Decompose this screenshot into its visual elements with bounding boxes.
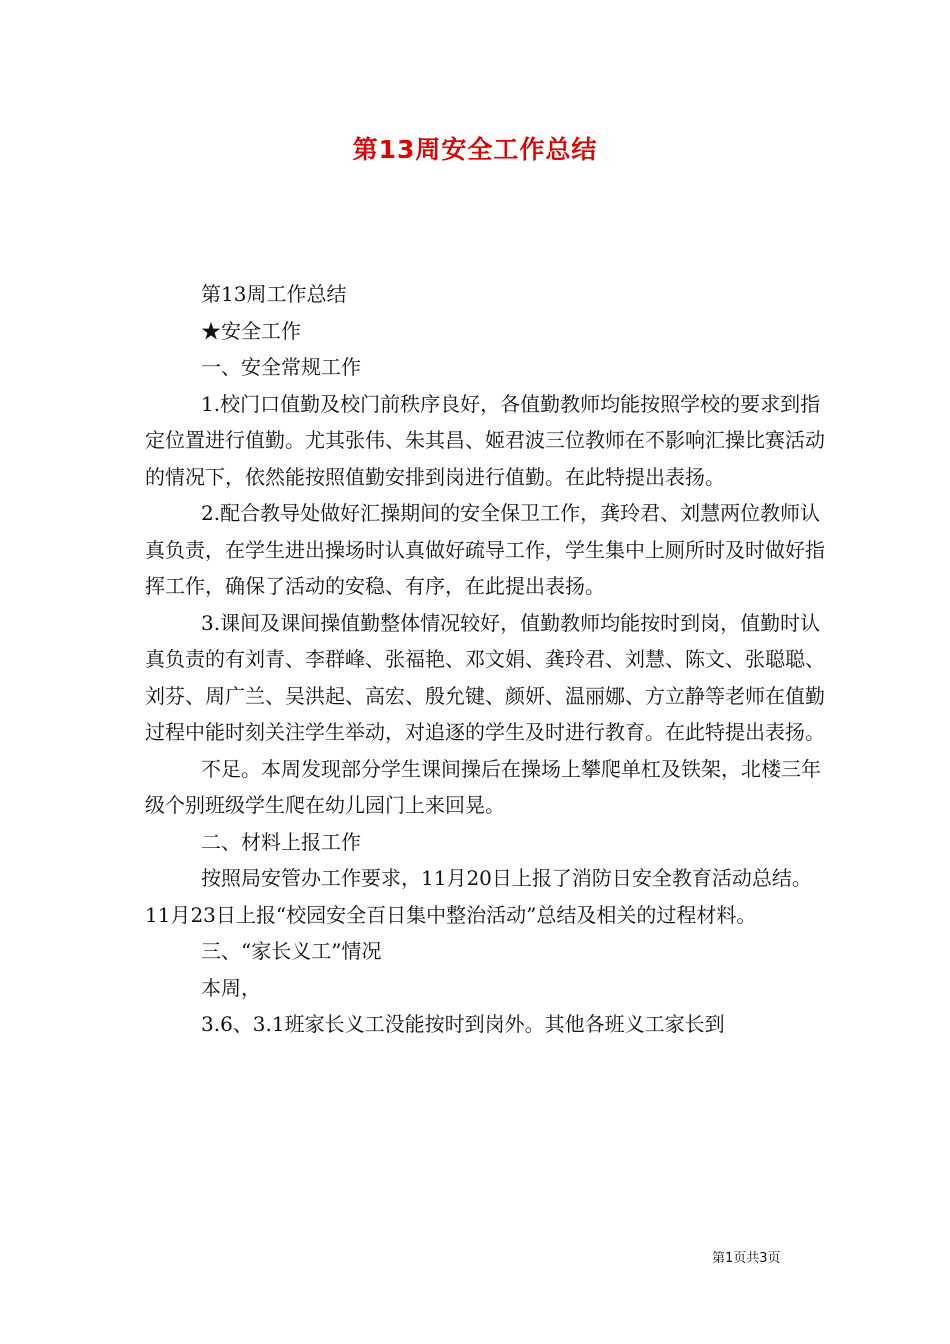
document-body: [145, 276, 825, 1043]
section-heading-volunteers: 三、“家长义工”情况: [201, 939, 382, 963]
section-heading-routine: 一、安全常规工作: [201, 355, 361, 379]
paragraph-item-2: 2.配合教导处做好汇操期间的安全保卫工作，龚玲君、刘慧两位教师认真负责，在学生进出操场时认真做好疏导工作，学生集中上厕所时及时做好指挥工作，确保了活动的安稳、有序，在此提出表扬。: [145, 501, 825, 598]
document-title: 第13周安全工作总结: [352, 135, 598, 164]
paragraph-this-week: 本周，: [201, 975, 261, 1000]
paragraph-volunteers: 3.6、3.1班家长义工没能按时到岗外。其他各班义工家长到: [201, 1012, 725, 1036]
page-number: 第1页共3页: [712, 1251, 781, 1266]
paragraph-shortcomings: 不足。本周发现部分学生课间操后在操场上攀爬单杠及铁架，北楼三年级个别班级学生爬在幼儿园门上来回晃。: [145, 756, 821, 817]
paragraph-summary-heading: 第13周工作总结: [201, 282, 347, 306]
paragraph-item-1: 1.校门口值勤及校门前秩序良好，各值勤教师均能按照学校的要求到指定位置进行值勤。尤其张伟、朱其昌、姬君波三位教师在不影响汇操比赛活动的情况下，依然能按照值勤安排到岗进行值勤。在此特提出表扬。: [145, 391, 825, 489]
paragraph-safety-heading: ★安全工作: [201, 318, 301, 343]
paragraph-materials: 按照局安管办工作要求，11月20日上报了消防日安全教育活动总结。11月23日上报“校园安全百日集中整治活动”总结及相关的过程材料。: [145, 866, 812, 927]
section-heading-materials: 二、材料上报工作: [201, 829, 361, 854]
paragraph-item-3: 3.课间及课间操值勤整体情况较好，值勤教师均能按时到岗，值勤时认真负责的有刘青、李群峰、张福艳、邓文娟、龚玲君、刘慧、陈文、张聪聪、刘芬、周广兰、吴洪起、高宏、殷允键、颜妍、温丽娜、方立静等老师在值勤过程中能时刻关注学生举动，对追逐的学生及时进行教育。在此特提出表扬。: [145, 610, 825, 744]
